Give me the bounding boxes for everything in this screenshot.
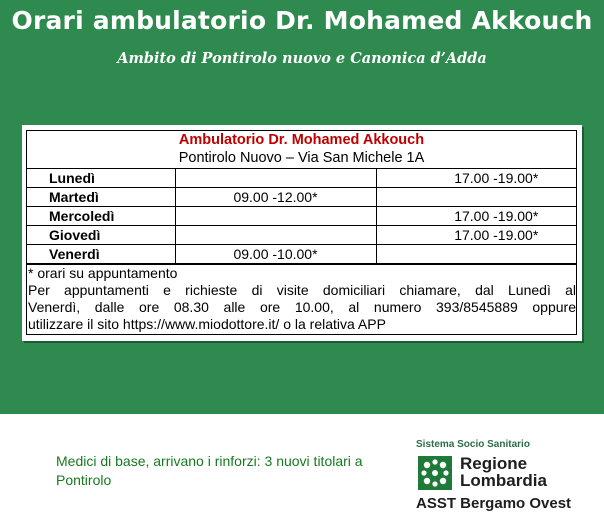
schedule-card	[22, 125, 582, 341]
schedule-frame	[26, 130, 577, 335]
regione-lombardia-logo	[414, 436, 600, 526]
note-line: Per appuntamenti e richieste di visite domiciliari chiamare, dal Lunedì al	[28, 282, 576, 298]
morning-cell	[175, 169, 376, 188]
afternoon-cell: 17.00 -19.00*	[376, 207, 576, 226]
morning-cell	[175, 207, 376, 226]
schedule-table	[27, 168, 576, 264]
morning-cell: 09.00 -10.00*	[175, 245, 376, 264]
afternoon-cell	[376, 245, 576, 264]
schedule-address: Pontirolo Nuovo – Via San Michele 1A	[178, 150, 425, 166]
day-cell: Mercoledì	[27, 207, 175, 226]
note-line: Venerdì, dalle ore 08.30 alle ore 10.00, al numero 393/8545889 oppure	[28, 299, 576, 315]
page-title: Orari ambulatorio Dr. Mohamed Akkouch	[11, 6, 593, 35]
logo-name-lombardia: Lombardia	[460, 471, 547, 490]
afternoon-cell	[376, 188, 576, 207]
schedule-notes	[27, 264, 576, 334]
day-cell: Lunedì	[27, 169, 175, 188]
table-row	[27, 245, 576, 264]
lombardy-rose-icon	[418, 456, 452, 490]
afternoon-cell: 17.00 -19.00*	[376, 169, 576, 188]
day-cell: Martedì	[27, 188, 175, 207]
page-subtitle: Ambito di Pontirolo nuovo e Canonica d’Adda	[117, 50, 487, 67]
schedule-heading: Ambulatorio Dr. Mohamed Akkouch	[178, 132, 425, 148]
day-cell: Venerdì	[27, 245, 175, 264]
morning-cell: 09.00 -12.00*	[175, 188, 376, 207]
logo-asst: ASST Bergamo Ovest	[416, 495, 572, 512]
table-row	[27, 226, 576, 245]
table-row	[27, 207, 576, 226]
logo-name-regione: Regione	[460, 454, 528, 473]
logo-top-label: Sistema Socio Sanitario	[416, 439, 530, 450]
news-headline[interactable]: Medici di base, arrivano i rinforzi: 3 nuovi titolari a Pontirolo	[56, 453, 363, 488]
note-line: utilizzare il sito https://www.miodottore.it/ o la relativa APP	[28, 316, 386, 332]
afternoon-cell: 17.00 -19.00*	[376, 226, 576, 245]
day-cell: Giovedì	[27, 226, 175, 245]
morning-cell	[175, 226, 376, 245]
table-row	[27, 188, 576, 207]
table-row	[27, 169, 576, 188]
note-asterisk: * orari su appuntamento	[28, 265, 178, 281]
